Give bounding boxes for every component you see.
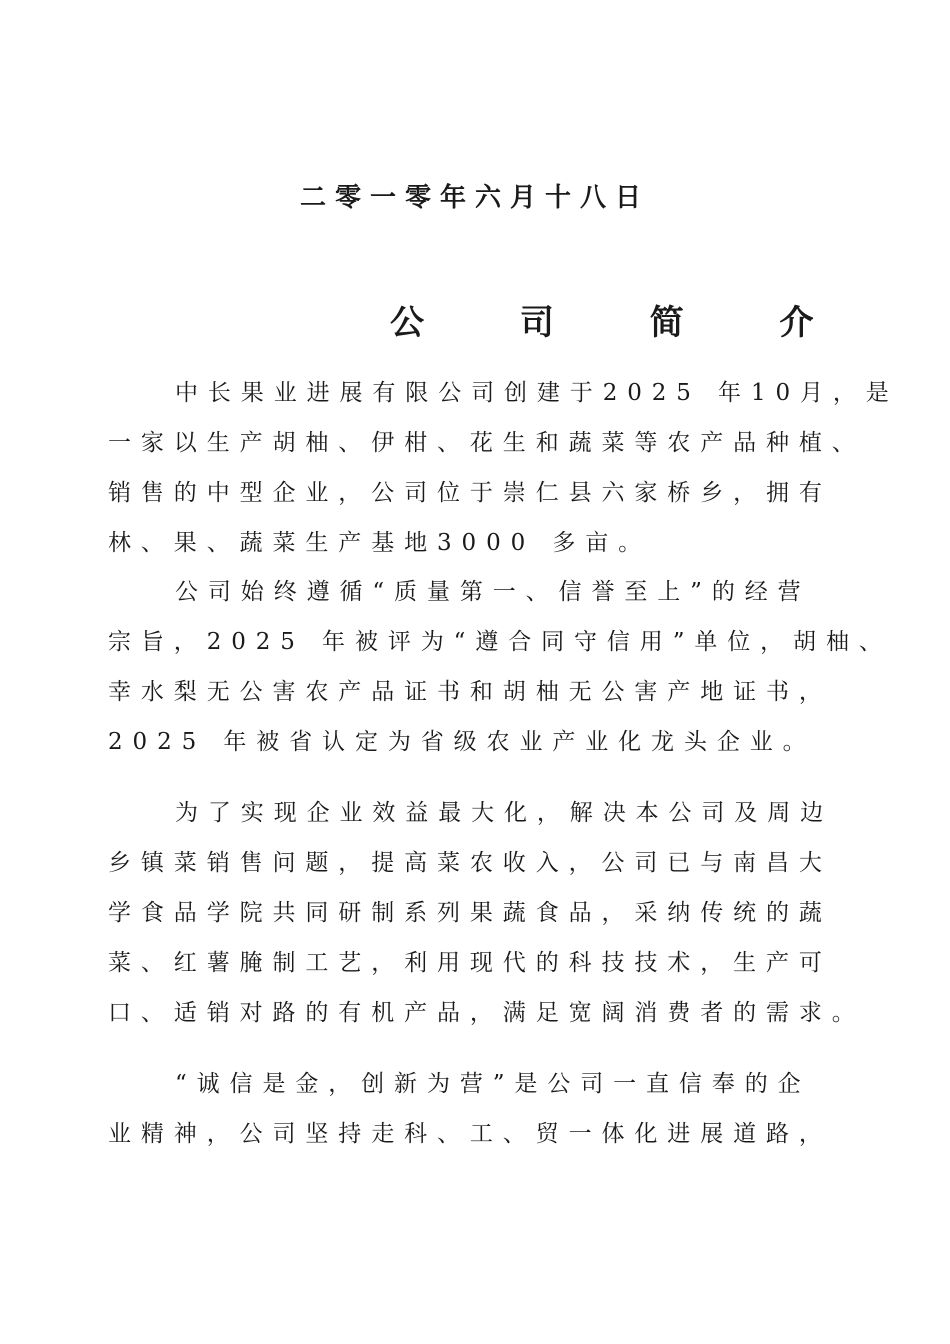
- title-char: 简: [649, 303, 684, 343]
- paragraph-line: 中长果业进展有限公司创建于2025 年10月，是: [175, 380, 899, 406]
- paragraph-line: 林、果、蔬菜生产基地3000 多亩。: [108, 530, 652, 556]
- paragraph-line: 宗旨，2025 年被评为“遵合同守信用”单位，胡柚、: [108, 629, 892, 655]
- title-char: 司: [519, 303, 554, 343]
- title-char: 公: [390, 303, 424, 343]
- section-title: [390, 298, 820, 348]
- paragraph-line: 乡镇菜销售问题，提高菜农收入，公司已与南昌大: [108, 850, 832, 876]
- paragraph-line: 幸水梨无公害农产品证书和胡柚无公害产地证书，: [108, 679, 832, 705]
- paragraph-line: 为了实现企业效益最大化，解决本公司及周边: [175, 800, 833, 826]
- paragraph-line: 公司始终遵循“质量第一、信誉至上”的经营: [175, 579, 811, 605]
- paragraph-line: 销售的中型企业，公司位于崇仁县六家桥乡，拥有: [108, 480, 832, 506]
- paragraph-line: 一家以生产胡柚、伊柑、花生和蔬菜等农产品种植、: [108, 430, 865, 456]
- title-char: 介: [779, 303, 814, 343]
- paragraph-line: “诚信是金，创新为营”是公司一直信奉的企: [175, 1071, 811, 1097]
- paragraph-line: 口、适销对路的有机产品，满足宽阔消费者的需求。: [108, 1000, 865, 1026]
- paragraph-line: 业精神，公司坚持走科、工、贸一体化进展道路，: [108, 1121, 832, 1147]
- paragraph-line: 菜、红薯腌制工艺，利用现代的科技技术，生产可: [108, 950, 832, 976]
- document-date: 二零一零年六月十八日: [299, 183, 650, 213]
- paragraph-line: 学食品学院共同研制系列果蔬食品，采纳传统的蔬: [108, 900, 832, 926]
- paragraph-line: 2025 年被省认定为省级农业产业化龙头企业。: [108, 729, 816, 755]
